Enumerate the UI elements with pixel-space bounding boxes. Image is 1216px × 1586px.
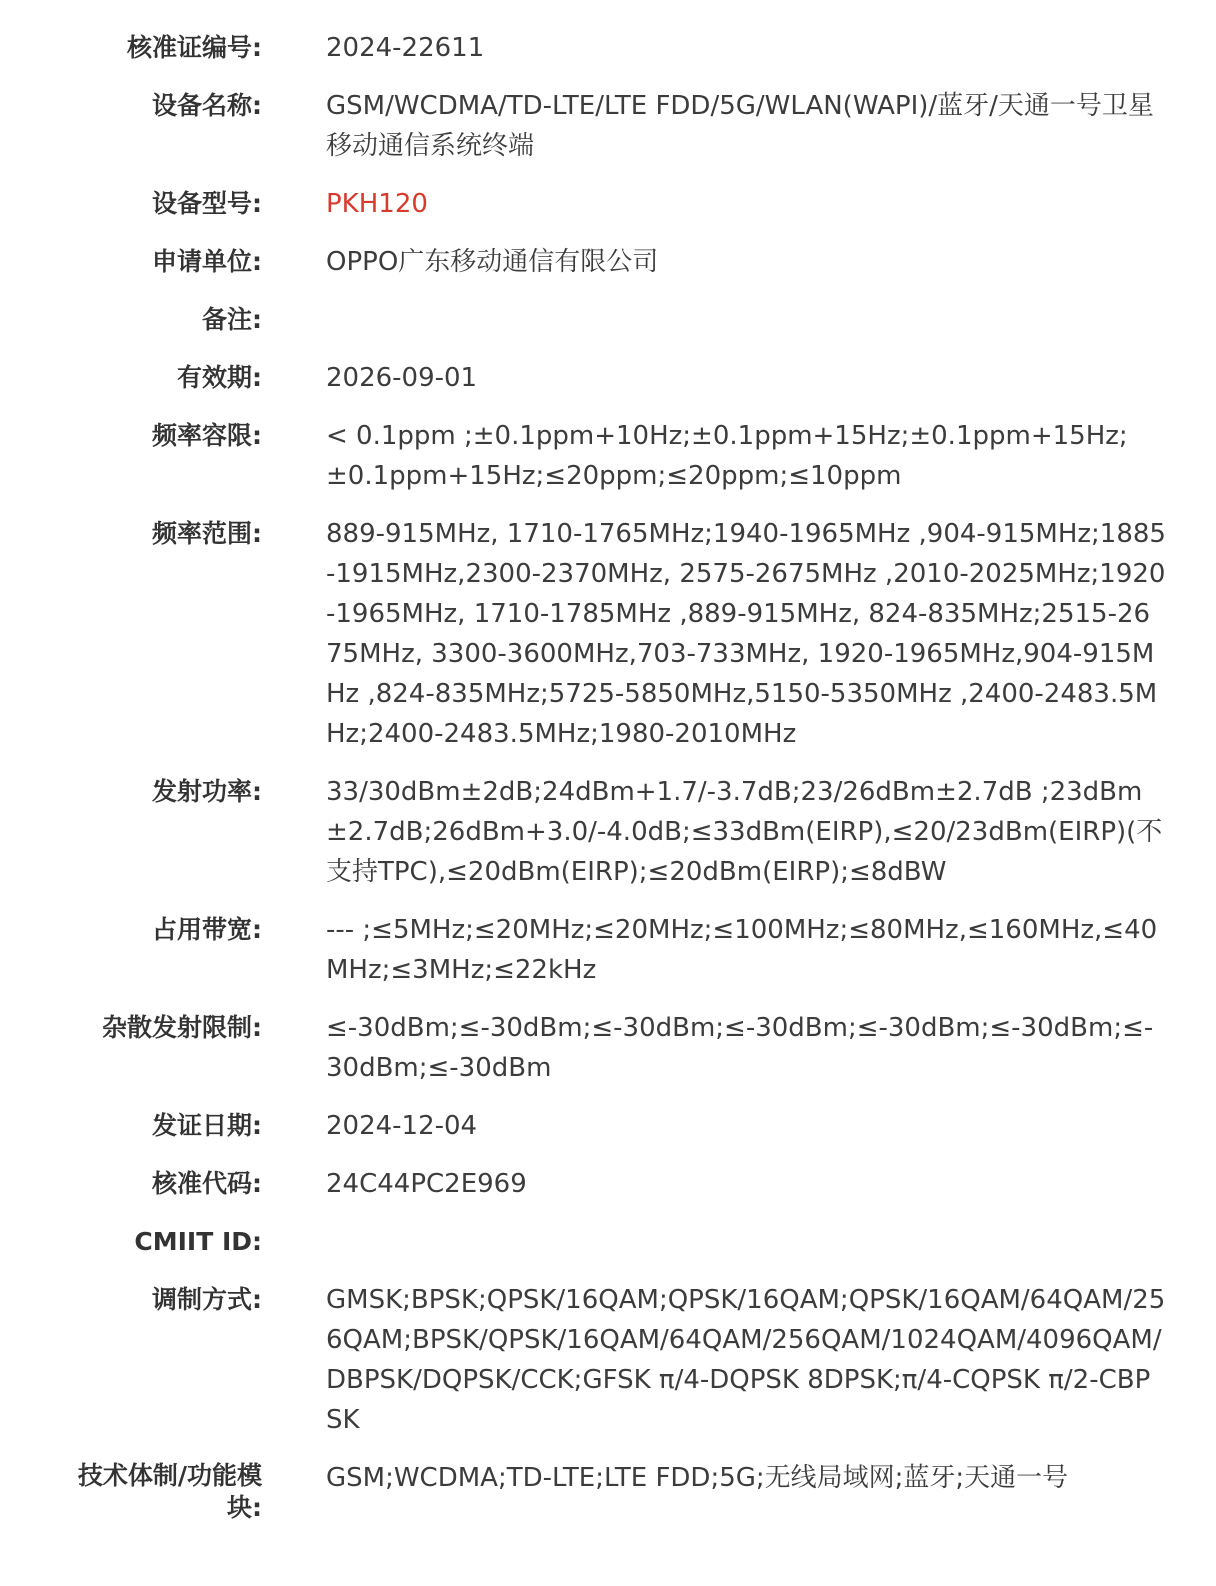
field-label: 设备名称: bbox=[152, 91, 262, 120]
field-value: 24C44PC2E969 bbox=[326, 1169, 527, 1199]
field-label: 频率容限: bbox=[152, 421, 262, 450]
field-label: 有效期: bbox=[177, 363, 262, 392]
field-value: 889-915MHz, 1710-1765MHz;1940-1965MHz ,904-915MHz;1885-1915MHz,2300-2370MHz, 2575-2675MHz ,2010-2025MHz;1920-1965MHz, 1710-1785MHz ,889-915MHz, 824-835MHz;2515-2675MHz, 3300-3600MHz,703-733MHz, 1920-1965MHz,904-915MHz ,824-835MHz;5725-5850MHz,5150-5350MHz ,2400-2483.5MHz;2400-2483.5MHz;1980-2010MHz bbox=[326, 519, 1166, 749]
field-row-transmit-power bbox=[0, 772, 1216, 892]
field-label: 核准代码: bbox=[152, 1169, 262, 1198]
field-label: 申请单位: bbox=[152, 247, 262, 276]
field-label: 设备型号: bbox=[152, 189, 262, 218]
field-value: 33/30dBm±2dB;24dBm+1.7/-3.7dB;23/26dBm±2.7dB ;23dBm±2.7dB;26dBm+3.0/-4.0dB;≤33dBm(EIRP),≤20/23dBm(EIRP)(不支持TPC),≤20dBm(EIRP);≤20dBm(EIRP);≤8dBW bbox=[326, 777, 1163, 887]
field-value: < 0.1ppm ;±0.1ppm+10Hz;±0.1ppm+15Hz;±0.1ppm+15Hz;±0.1ppm+15Hz;≤20ppm;≤20ppm;≤10ppm bbox=[326, 421, 1128, 491]
field-row-issue-date bbox=[0, 1106, 1216, 1146]
field-value: GSM;WCDMA;TD-LTE;LTE FDD;5G;无线局域网;蓝牙;天通一号 bbox=[326, 1463, 1069, 1493]
field-row-remarks bbox=[0, 300, 1216, 340]
field-value: --- ;≤5MHz;≤20MHz;≤20MHz;≤100MHz;≤80MHz,≤160MHz,≤40MHz;≤3MHz;≤22kHz bbox=[326, 915, 1158, 985]
field-row-cmiit-id bbox=[0, 1222, 1216, 1262]
field-label: 备注: bbox=[202, 305, 262, 334]
field-value: ≤-30dBm;≤-30dBm;≤-30dBm;≤-30dBm;≤-30dBm;≤-30dBm;≤-30dBm;≤-30dBm bbox=[326, 1013, 1154, 1083]
field-row-occupied-bandwidth bbox=[0, 910, 1216, 990]
field-label: 杂散发射限制: bbox=[102, 1013, 262, 1042]
field-value-model: PKH120 bbox=[326, 189, 428, 219]
field-row-validity bbox=[0, 358, 1216, 398]
field-value: 2024-22611 bbox=[326, 33, 485, 63]
field-label: 发射功率: bbox=[152, 777, 262, 806]
field-row-device-name bbox=[0, 86, 1216, 166]
field-row-approval-code bbox=[0, 1164, 1216, 1204]
field-value: GSM/WCDMA/TD-LTE/LTE FDD/5G/WLAN(WAPI)/蓝牙/天通一号卫星移动通信系统终端 bbox=[326, 91, 1154, 161]
field-value: GMSK;BPSK;QPSK/16QAM;QPSK/16QAM;QPSK/16QAM/64QAM/256QAM;BPSK/QPSK/16QAM/64QAM/256QAM/1024QAM/4096QAM/DBPSK/DQPSK/CCK;GFSK π/4-DQPSK 8DPSK;π/4-CQPSK π/2-CBPSK bbox=[326, 1285, 1166, 1435]
field-value: 2026-09-01 bbox=[326, 363, 478, 393]
field-label: 频率范围: bbox=[152, 519, 262, 548]
field-row-frequency-range bbox=[0, 514, 1216, 754]
field-row-device-model bbox=[0, 184, 1216, 224]
field-value: OPPO广东移动通信有限公司 bbox=[326, 247, 659, 277]
field-label: 技术体制/功能模块: bbox=[77, 1461, 262, 1522]
field-value: 2024-12-04 bbox=[326, 1111, 478, 1141]
field-label: 占用带宽: bbox=[152, 915, 262, 944]
field-label: 发证日期: bbox=[152, 1111, 262, 1140]
field-row-frequency-tolerance bbox=[0, 416, 1216, 496]
field-row-applicant bbox=[0, 242, 1216, 282]
field-label: 核准证编号: bbox=[127, 33, 262, 62]
field-row-modulation bbox=[0, 1280, 1216, 1440]
field-row-tech-modules bbox=[0, 1458, 1216, 1524]
field-label: 调制方式: bbox=[152, 1285, 262, 1314]
field-label: CMIIT ID: bbox=[134, 1227, 262, 1256]
field-row-approval-number bbox=[0, 28, 1216, 68]
field-row-spurious-emission bbox=[0, 1008, 1216, 1088]
